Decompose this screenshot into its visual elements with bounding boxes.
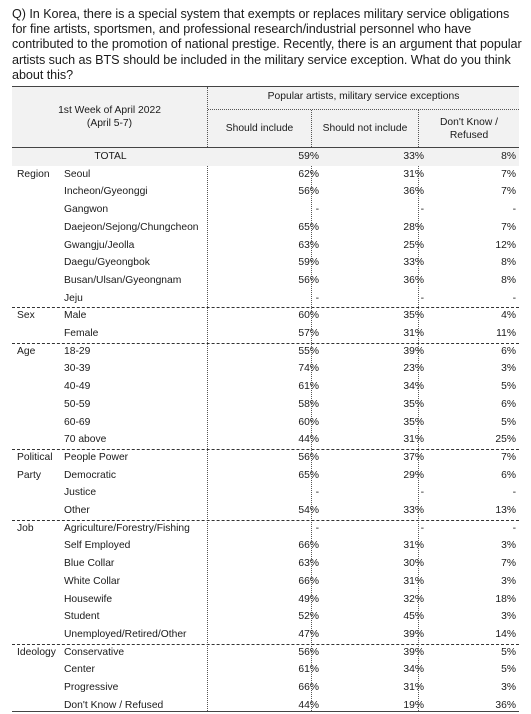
col-dont-know-line-2: Refused — [449, 129, 489, 141]
value-dont-know: 5% — [501, 646, 516, 658]
value-should-include: 55% — [298, 345, 319, 357]
value-should-not-include: 39% — [403, 646, 424, 658]
row-label: Male — [64, 310, 87, 322]
value-dont-know: 14% — [495, 628, 516, 640]
value-dont-know: 8% — [501, 274, 516, 286]
period-header — [12, 87, 207, 147]
table-row — [12, 414, 519, 432]
value-should-include: 44% — [298, 699, 319, 711]
value-dont-know: 11% — [496, 328, 516, 339]
value-should-not-include: 31% — [403, 168, 424, 180]
results-table — [12, 86, 519, 712]
value-dont-know: 5% — [501, 664, 516, 676]
value-should-include: 54% — [298, 505, 319, 516]
table-row — [12, 378, 519, 396]
value-should-include: 44% — [298, 434, 319, 446]
value-should-include: 56% — [298, 274, 319, 286]
value-should-include: 63% — [298, 558, 319, 570]
value-should-not-include: 29% — [403, 469, 424, 481]
table-row — [12, 449, 519, 467]
value-should-include: 56% — [298, 451, 319, 463]
value-should-not-include: 31% — [403, 575, 424, 587]
value-dont-know: 5% — [501, 416, 516, 428]
value-should-not-include: 39% — [403, 628, 424, 640]
value-dont-know: 7% — [501, 168, 516, 180]
row-label: Jeju — [64, 292, 83, 304]
table-row — [12, 431, 519, 449]
row-label: Incheon/Gyeonggi — [64, 186, 148, 198]
value-should-include: 59% — [298, 151, 319, 162]
row-label: Agriculture/Forestry/Fishing — [64, 522, 190, 534]
total-label: TOTAL — [94, 151, 127, 162]
row-label: Blue Collar — [64, 558, 115, 570]
value-should-not-include: 31% — [403, 434, 424, 446]
value-should-include: 62% — [298, 168, 319, 180]
value-dont-know: - — [512, 292, 516, 304]
value-dont-know: 3% — [501, 682, 516, 693]
row-label: Democratic — [64, 469, 117, 481]
row-label: 18-29 — [64, 345, 91, 357]
table-row — [12, 555, 519, 573]
row-label: Self Employed — [64, 540, 131, 552]
value-dont-know: 8% — [501, 151, 516, 162]
row-label: Daejeon/Sejong/Chungcheon — [64, 221, 199, 233]
value-should-not-include: 33% — [403, 505, 424, 516]
value-should-include: 65% — [298, 221, 319, 233]
value-should-not-include: 25% — [403, 239, 424, 251]
value-should-not-include: - — [420, 487, 424, 499]
table-row — [12, 591, 519, 609]
row-label: 60-69 — [64, 416, 91, 428]
value-should-not-include: 35% — [403, 398, 424, 410]
category-label-line: Ideology — [17, 646, 56, 658]
value-dont-know: 7% — [501, 558, 516, 570]
value-should-not-include: - — [420, 292, 424, 304]
value-should-not-include: - — [420, 522, 424, 534]
table-row — [12, 484, 519, 502]
table-row — [12, 697, 519, 714]
col-should-not-include: Should not include — [322, 123, 408, 135]
value-should-not-include: 23% — [403, 363, 424, 375]
table-row — [12, 343, 519, 361]
row-label: Student — [64, 611, 100, 623]
value-dont-know: 18% — [495, 593, 516, 605]
value-should-not-include: 37% — [403, 451, 424, 463]
value-should-not-include: 32% — [403, 593, 424, 605]
value-should-include: 60% — [298, 416, 319, 428]
category-label-line: Job — [17, 522, 34, 534]
table-row — [12, 183, 519, 201]
row-label: Other — [64, 505, 90, 516]
row-label: Busan/Ulsan/Gyeongnam — [64, 274, 182, 286]
value-should-not-include: 34% — [403, 664, 424, 676]
table-row — [12, 396, 519, 414]
value-should-include: 61% — [298, 664, 319, 676]
value-should-not-include: 28% — [403, 221, 424, 233]
value-should-include: 59% — [298, 257, 319, 269]
value-should-include: 66% — [298, 575, 319, 587]
col-should-include: Should include — [225, 123, 294, 135]
row-label: Housewife — [64, 593, 113, 605]
col-dont-know-line-1: Don't Know / — [439, 117, 499, 128]
table-row — [12, 254, 519, 272]
row-label: 40-49 — [64, 381, 91, 393]
value-should-not-include: 30% — [403, 558, 424, 570]
value-dont-know: 6% — [501, 469, 516, 481]
value-dont-know: 3% — [501, 540, 516, 552]
period-line-1: 1st Week of April 2022 — [58, 105, 161, 116]
category-label-line: Political — [17, 451, 53, 463]
table-row — [12, 237, 519, 255]
value-dont-know: - — [512, 204, 516, 216]
value-dont-know: 7% — [501, 451, 516, 463]
value-dont-know: 25% — [495, 434, 516, 446]
value-dont-know: 6% — [501, 345, 516, 357]
row-label: Don't Know / Refused — [64, 699, 164, 711]
value-should-include: 56% — [298, 646, 319, 658]
row-label: Seoul — [64, 168, 91, 180]
row-label: Gangwon — [64, 204, 109, 216]
table-row — [12, 573, 519, 591]
value-should-not-include: 19% — [403, 699, 424, 711]
table-row — [12, 307, 519, 325]
value-dont-know: 3% — [501, 363, 516, 375]
category-label-line: Age — [17, 345, 36, 357]
table-row — [12, 360, 519, 378]
value-should-include: - — [315, 292, 319, 304]
table-row — [12, 644, 519, 662]
table-row — [12, 219, 519, 237]
table-row — [12, 201, 519, 219]
table-row — [12, 537, 519, 555]
value-should-not-include: 33% — [403, 151, 424, 162]
row-label: Progressive — [64, 682, 119, 693]
value-dont-know: 5% — [501, 381, 516, 393]
value-dont-know: 12% — [495, 239, 516, 251]
value-should-include: - — [315, 487, 319, 499]
value-dont-know: 7% — [501, 186, 516, 198]
row-label: 70 above — [64, 434, 107, 446]
table-row — [12, 467, 519, 485]
value-should-not-include: 31% — [403, 328, 424, 339]
value-should-include: 47% — [298, 628, 319, 640]
group-header: Popular artists, military service exceptions — [267, 91, 460, 102]
row-label: 50-59 — [64, 398, 91, 410]
table-row — [12, 502, 519, 520]
value-should-not-include: 35% — [403, 416, 424, 428]
value-should-not-include: 33% — [403, 257, 424, 269]
value-should-not-include: 31% — [403, 682, 424, 693]
value-should-not-include: 35% — [403, 310, 424, 322]
value-should-not-include: 36% — [403, 274, 424, 286]
row-label: Gwangju/Jeolla — [64, 239, 135, 251]
value-dont-know: 4% — [501, 310, 516, 322]
value-should-not-include: 36% — [403, 186, 424, 198]
value-should-include: 56% — [298, 186, 319, 198]
category-label-line: Party — [17, 469, 42, 481]
row-label: Conservative — [64, 646, 125, 658]
row-label: People Power — [64, 451, 129, 463]
value-should-include: - — [315, 204, 319, 216]
value-should-include: - — [315, 522, 319, 534]
row-label: Daegu/Gyeongbok — [64, 257, 150, 269]
value-should-include: 66% — [298, 682, 319, 693]
value-should-include: 49% — [298, 593, 319, 605]
value-should-include: 58% — [298, 398, 319, 410]
table-row — [12, 679, 519, 697]
value-should-include: 57% — [298, 328, 319, 339]
category-label-line: Region — [17, 168, 50, 180]
category-label-line: Sex — [17, 310, 35, 322]
table-row — [12, 290, 519, 308]
value-should-not-include: - — [420, 204, 424, 216]
value-should-include: 60% — [298, 310, 319, 322]
value-dont-know: 6% — [501, 398, 516, 410]
value-dont-know: 3% — [501, 575, 516, 587]
value-should-include: 61% — [298, 381, 319, 393]
total-row — [12, 148, 519, 166]
value-dont-know: 8% — [501, 257, 516, 269]
value-dont-know: - — [512, 522, 516, 534]
row-label: Female — [64, 328, 99, 339]
value-should-include: 66% — [298, 540, 319, 552]
row-label: Center — [64, 664, 95, 676]
table-header — [12, 87, 519, 147]
table-row — [12, 272, 519, 290]
period-line-2: (April 5-7) — [86, 118, 133, 129]
value-should-not-include: 31% — [403, 540, 424, 552]
value-dont-know: - — [512, 487, 516, 499]
value-dont-know: 36% — [495, 699, 516, 711]
value-should-include: 65% — [298, 469, 319, 481]
value-dont-know: 3% — [501, 611, 516, 623]
table-row — [12, 608, 519, 626]
row-label: White Collar — [64, 575, 121, 587]
value-should-include: 63% — [298, 239, 319, 251]
row-label: Unemployed/Retired/Other — [64, 628, 187, 640]
table-row — [12, 325, 519, 343]
table-row — [12, 661, 519, 679]
row-label: 30-39 — [64, 363, 91, 375]
table-row — [12, 626, 519, 644]
row-label: Justice — [64, 487, 97, 499]
value-dont-know: 13% — [495, 505, 516, 516]
table-row — [12, 166, 519, 184]
value-should-include: 74% — [298, 363, 319, 375]
value-should-not-include: 39% — [403, 345, 424, 357]
value-dont-know: 7% — [501, 221, 516, 233]
table-row — [12, 520, 519, 538]
value-should-not-include: 34% — [403, 381, 424, 393]
value-should-not-include: 45% — [403, 611, 424, 623]
value-should-include: 52% — [298, 611, 319, 623]
question-text: Q) In Korea, there is a special system that exempts or replaces military service obligations for fine artists, sportsmen, and professional research/industrial personnel who have contributed to the promotion of national prestige. Recently, there is an argument that popular artists such as BTS should be included in the military service exception. What do you think about this? — [12, 7, 522, 82]
col-dont-know — [419, 112, 519, 147]
